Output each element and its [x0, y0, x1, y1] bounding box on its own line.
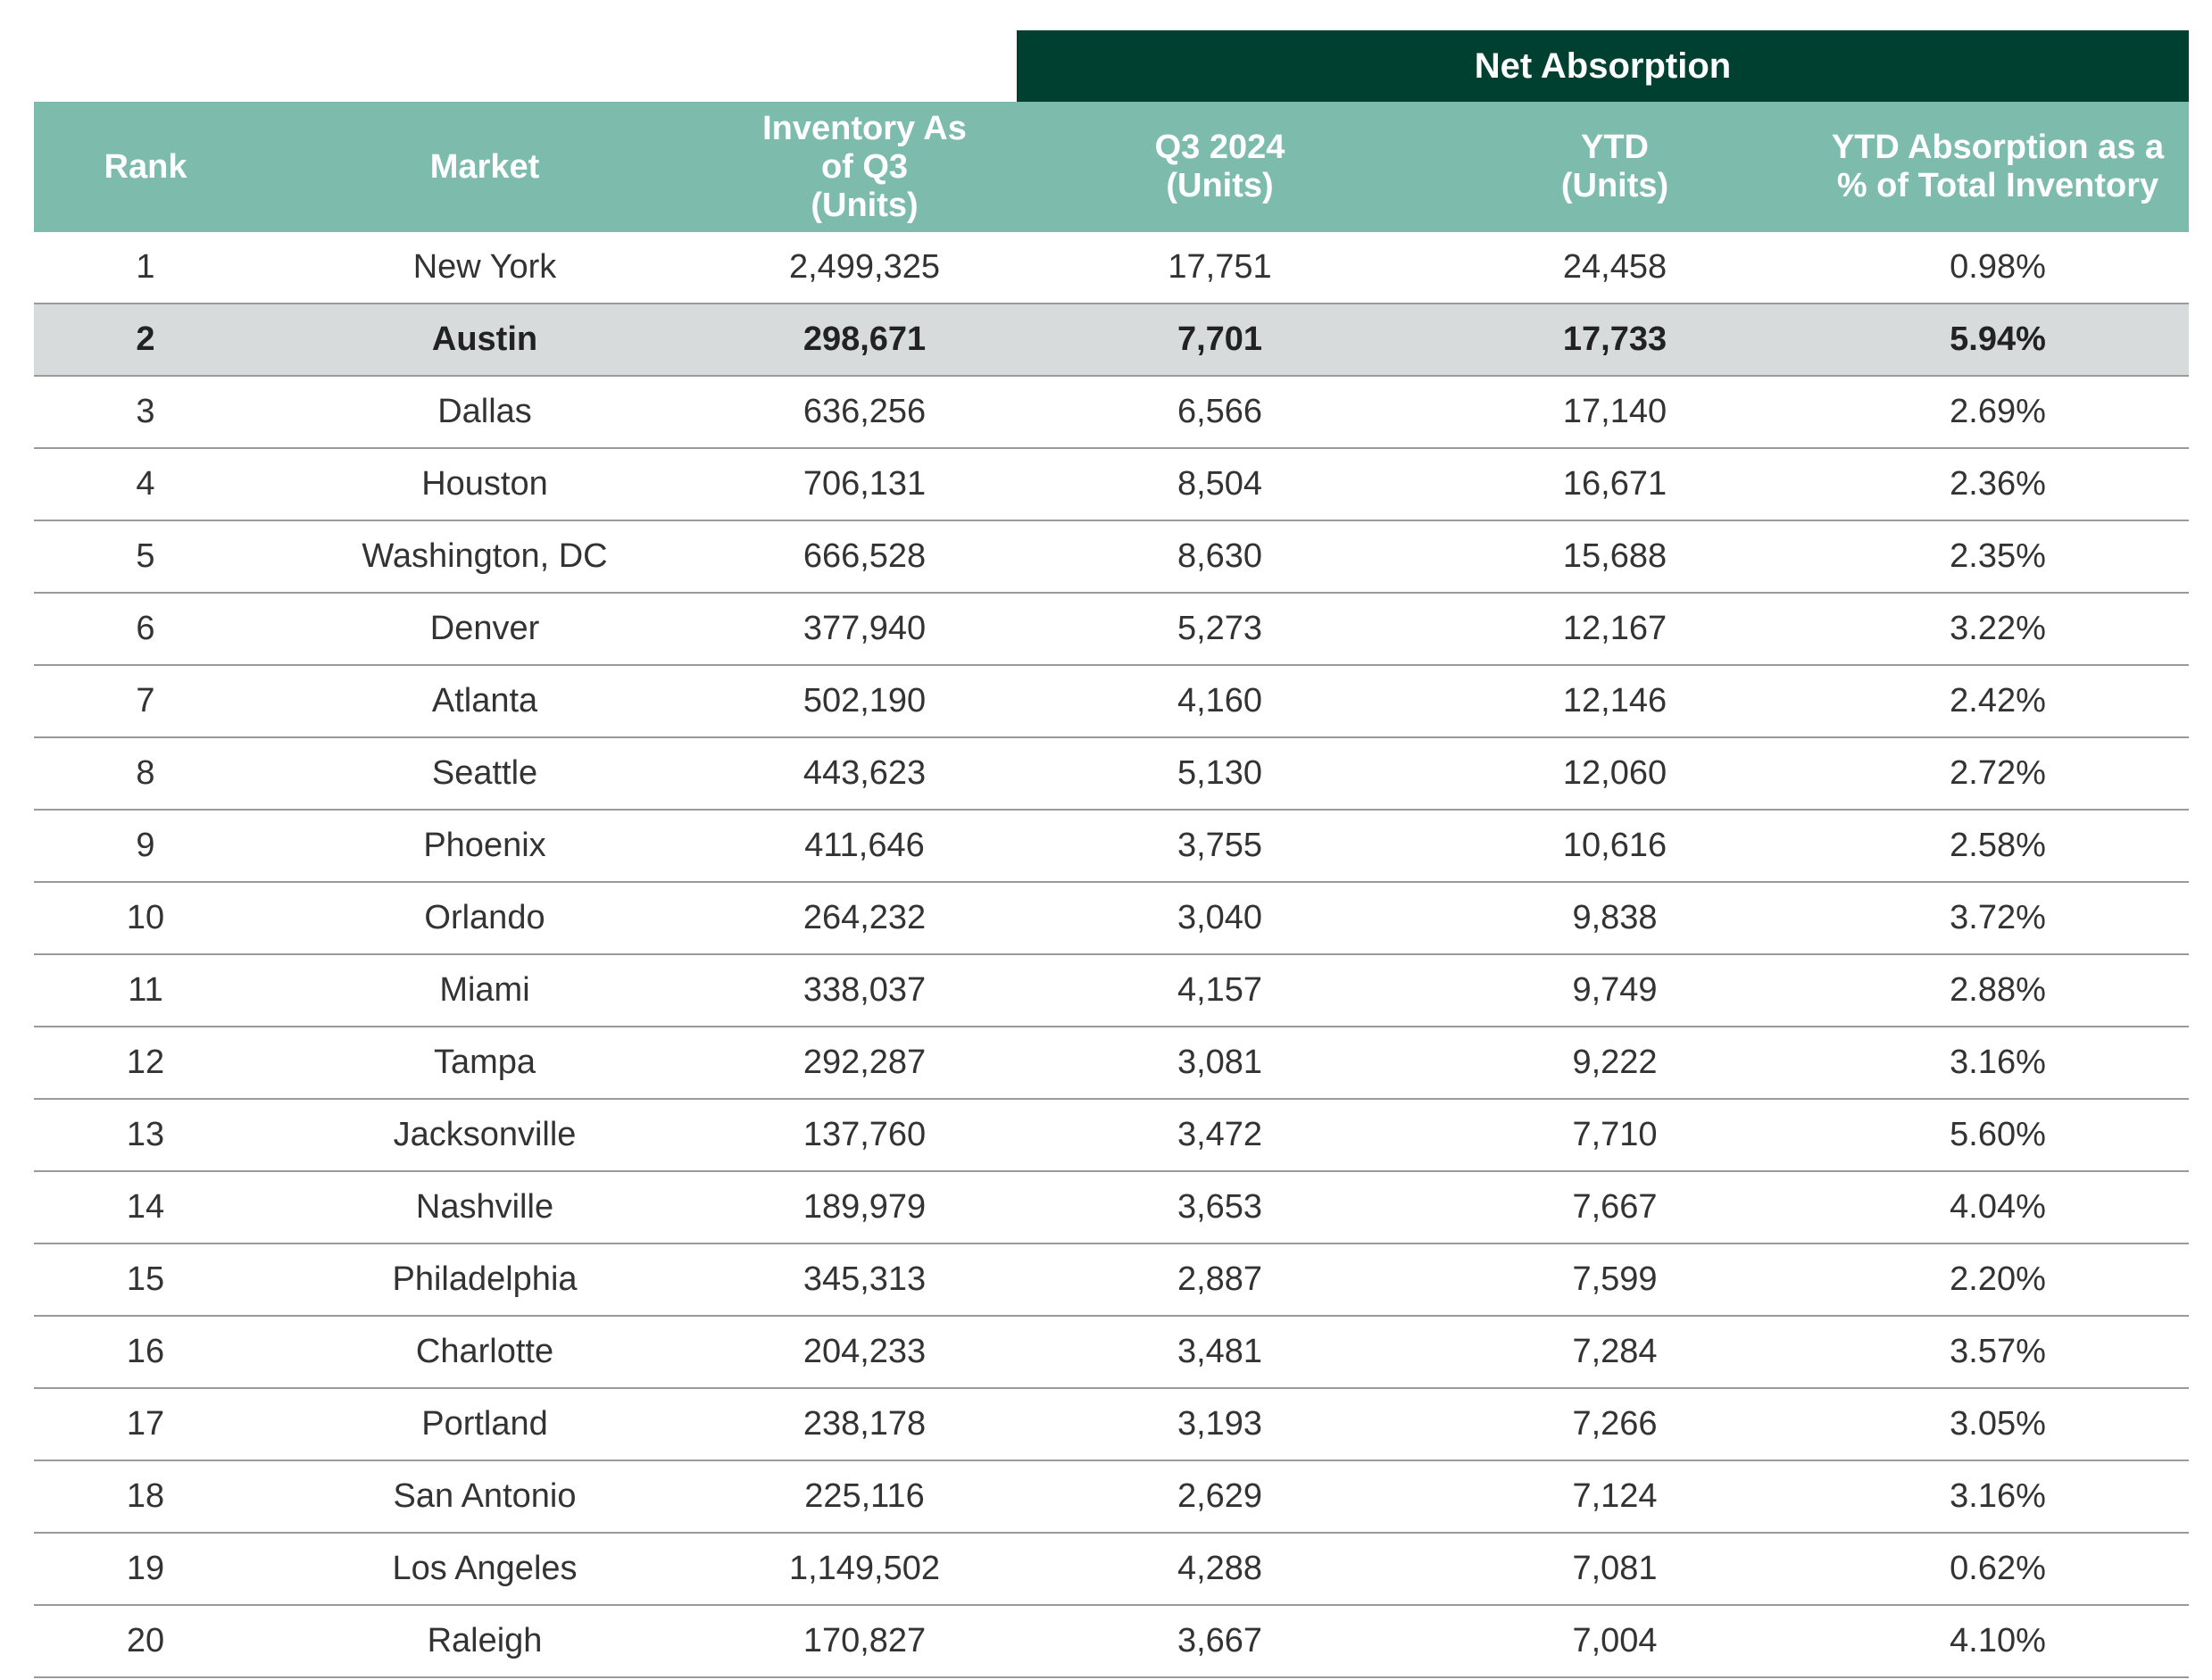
cell-rank: 3 [34, 376, 257, 448]
cell-ytd-pct: 0.62% [1807, 1533, 2189, 1605]
cell-inventory: 264,232 [712, 882, 1017, 954]
cell-q3-2024: 5,273 [1017, 593, 1423, 665]
cell-ytd-pct: 3.05% [1807, 1388, 2189, 1460]
cell-ytd: 9,838 [1423, 882, 1807, 954]
cell-rank: 18 [34, 1460, 257, 1533]
cell-inventory: 170,827 [712, 1605, 1017, 1677]
table-header [34, 102, 2189, 232]
cell-q3-2024: 4,160 [1017, 665, 1423, 737]
cell-ytd-pct: 3.16% [1807, 1460, 2189, 1533]
cell-ytd: 7,124 [1423, 1460, 1807, 1533]
cell-market: Raleigh [257, 1605, 712, 1677]
cell-q3-2024: 4,288 [1017, 1533, 1423, 1605]
cell-ytd-pct: 0.98% [1807, 232, 2189, 304]
cell-inventory: 298,671 [712, 304, 1017, 376]
cell-inventory: 1,149,502 [712, 1533, 1017, 1605]
cell-rank: 1 [34, 232, 257, 304]
table-row [34, 1171, 2189, 1243]
cell-market: New York [257, 232, 712, 304]
cell-ytd: 7,667 [1423, 1171, 1807, 1243]
cell-rank: 8 [34, 737, 257, 810]
cell-inventory: 443,623 [712, 737, 1017, 810]
cell-rank: 4 [34, 448, 257, 520]
cell-ytd: 16,671 [1423, 448, 1807, 520]
cell-market: San Antonio [257, 1460, 712, 1533]
cell-rank: 7 [34, 665, 257, 737]
cell-rank: 5 [34, 520, 257, 593]
table-row [34, 882, 2189, 954]
cell-ytd-pct: 3.72% [1807, 882, 2189, 954]
cell-ytd: 17,140 [1423, 376, 1807, 448]
absorption-table-container [34, 30, 2189, 1678]
cell-inventory: 338,037 [712, 954, 1017, 1027]
cell-inventory: 189,979 [712, 1171, 1017, 1243]
cell-ytd-pct: 5.60% [1807, 1099, 2189, 1171]
cell-market: Seattle [257, 737, 712, 810]
cell-ytd-pct: 2.42% [1807, 665, 2189, 737]
cell-ytd: 12,167 [1423, 593, 1807, 665]
cell-market: Nashville [257, 1171, 712, 1243]
cell-ytd: 17,733 [1423, 304, 1807, 376]
table-row [34, 1027, 2189, 1099]
table-row [34, 593, 2189, 665]
cell-market: Washington, DC [257, 520, 712, 593]
cell-rank: 10 [34, 882, 257, 954]
cell-inventory: 377,940 [712, 593, 1017, 665]
table-row [34, 737, 2189, 810]
cell-q3-2024: 2,629 [1017, 1460, 1423, 1533]
cell-rank: 13 [34, 1099, 257, 1171]
cell-rank: 16 [34, 1316, 257, 1388]
cell-rank: 14 [34, 1171, 257, 1243]
cell-q3-2024: 17,751 [1017, 232, 1423, 304]
group-header-row [34, 30, 2189, 102]
cell-q3-2024: 7,701 [1017, 304, 1423, 376]
cell-market: Tampa [257, 1027, 712, 1099]
cell-q3-2024: 2,887 [1017, 1243, 1423, 1316]
cell-ytd-pct: 2.20% [1807, 1243, 2189, 1316]
absorption-table [34, 102, 2189, 1678]
cell-inventory: 225,116 [712, 1460, 1017, 1533]
cell-ytd: 24,458 [1423, 232, 1807, 304]
cell-ytd: 15,688 [1423, 520, 1807, 593]
cell-ytd-pct: 2.72% [1807, 737, 2189, 810]
table-row [34, 1460, 2189, 1533]
cell-inventory: 137,760 [712, 1099, 1017, 1171]
cell-rank: 9 [34, 810, 257, 882]
cell-ytd: 7,284 [1423, 1316, 1807, 1388]
cell-inventory: 238,178 [712, 1388, 1017, 1460]
table-row [34, 448, 2189, 520]
cell-market: Dallas [257, 376, 712, 448]
cell-inventory: 292,287 [712, 1027, 1017, 1099]
cell-ytd: 12,060 [1423, 737, 1807, 810]
header-inventory: Inventory As of Q3 (Units) [712, 102, 1017, 232]
cell-ytd: 12,146 [1423, 665, 1807, 737]
cell-inventory: 204,233 [712, 1316, 1017, 1388]
net-absorption-group-header: Net Absorption [1017, 30, 2189, 102]
cell-ytd-pct: 3.22% [1807, 593, 2189, 665]
cell-ytd: 7,710 [1423, 1099, 1807, 1171]
cell-ytd: 9,222 [1423, 1027, 1807, 1099]
cell-q3-2024: 3,755 [1017, 810, 1423, 882]
cell-ytd-pct: 2.58% [1807, 810, 2189, 882]
cell-q3-2024: 3,472 [1017, 1099, 1423, 1171]
cell-ytd: 7,599 [1423, 1243, 1807, 1316]
cell-ytd-pct: 5.94% [1807, 304, 2189, 376]
cell-market: Miami [257, 954, 712, 1027]
header-ytd-pct: YTD Absorption as a % of Total Inventory [1807, 102, 2189, 232]
table-row [34, 520, 2189, 593]
cell-inventory: 2,499,325 [712, 232, 1017, 304]
table-row [34, 810, 2189, 882]
table-row [34, 1099, 2189, 1171]
table-row [34, 665, 2189, 737]
cell-q3-2024: 3,481 [1017, 1316, 1423, 1388]
group-header-spacer [34, 30, 1017, 102]
cell-market: Portland [257, 1388, 712, 1460]
table-row [34, 1388, 2189, 1460]
table-row [34, 232, 2189, 304]
cell-inventory: 706,131 [712, 448, 1017, 520]
cell-market: Denver [257, 593, 712, 665]
table-row [34, 1605, 2189, 1677]
cell-ytd-pct: 4.04% [1807, 1171, 2189, 1243]
cell-market: Orlando [257, 882, 712, 954]
cell-q3-2024: 8,630 [1017, 520, 1423, 593]
cell-ytd: 9,749 [1423, 954, 1807, 1027]
cell-inventory: 345,313 [712, 1243, 1017, 1316]
cell-rank: 2 [34, 304, 257, 376]
table-row [34, 1243, 2189, 1316]
cell-ytd-pct: 2.36% [1807, 448, 2189, 520]
header-ytd: YTD (Units) [1423, 102, 1807, 232]
cell-rank: 11 [34, 954, 257, 1027]
table-row [34, 1533, 2189, 1605]
cell-rank: 19 [34, 1533, 257, 1605]
cell-ytd: 7,004 [1423, 1605, 1807, 1677]
cell-rank: 15 [34, 1243, 257, 1316]
cell-inventory: 411,646 [712, 810, 1017, 882]
cell-ytd-pct: 2.35% [1807, 520, 2189, 593]
cell-rank: 17 [34, 1388, 257, 1460]
table-row [34, 1316, 2189, 1388]
table-row [34, 376, 2189, 448]
table-row [34, 954, 2189, 1027]
cell-market: Phoenix [257, 810, 712, 882]
cell-q3-2024: 3,653 [1017, 1171, 1423, 1243]
cell-rank: 12 [34, 1027, 257, 1099]
cell-market: Austin [257, 304, 712, 376]
cell-q3-2024: 6,566 [1017, 376, 1423, 448]
cell-market: Jacksonville [257, 1099, 712, 1171]
cell-market: Atlanta [257, 665, 712, 737]
table-body [34, 232, 2189, 1677]
table-row [34, 304, 2189, 376]
cell-inventory: 502,190 [712, 665, 1017, 737]
cell-ytd-pct: 2.69% [1807, 376, 2189, 448]
cell-market: Houston [257, 448, 712, 520]
cell-ytd-pct: 2.88% [1807, 954, 2189, 1027]
cell-ytd-pct: 3.57% [1807, 1316, 2189, 1388]
cell-inventory: 666,528 [712, 520, 1017, 593]
cell-q3-2024: 5,130 [1017, 737, 1423, 810]
cell-q3-2024: 3,081 [1017, 1027, 1423, 1099]
cell-q3-2024: 8,504 [1017, 448, 1423, 520]
header-market: Market [257, 102, 712, 232]
cell-ytd: 10,616 [1423, 810, 1807, 882]
cell-ytd-pct: 4.10% [1807, 1605, 2189, 1677]
cell-rank: 20 [34, 1605, 257, 1677]
cell-market: Charlotte [257, 1316, 712, 1388]
header-row [34, 102, 2189, 232]
cell-q3-2024: 4,157 [1017, 954, 1423, 1027]
cell-inventory: 636,256 [712, 376, 1017, 448]
header-rank: Rank [34, 102, 257, 232]
cell-market: Los Angeles [257, 1533, 712, 1605]
cell-q3-2024: 3,040 [1017, 882, 1423, 954]
cell-q3-2024: 3,193 [1017, 1388, 1423, 1460]
cell-ytd: 7,266 [1423, 1388, 1807, 1460]
cell-ytd-pct: 3.16% [1807, 1027, 2189, 1099]
cell-rank: 6 [34, 593, 257, 665]
cell-market: Philadelphia [257, 1243, 712, 1316]
cell-q3-2024: 3,667 [1017, 1605, 1423, 1677]
header-q3-2024: Q3 2024 (Units) [1017, 102, 1423, 232]
cell-ytd: 7,081 [1423, 1533, 1807, 1605]
